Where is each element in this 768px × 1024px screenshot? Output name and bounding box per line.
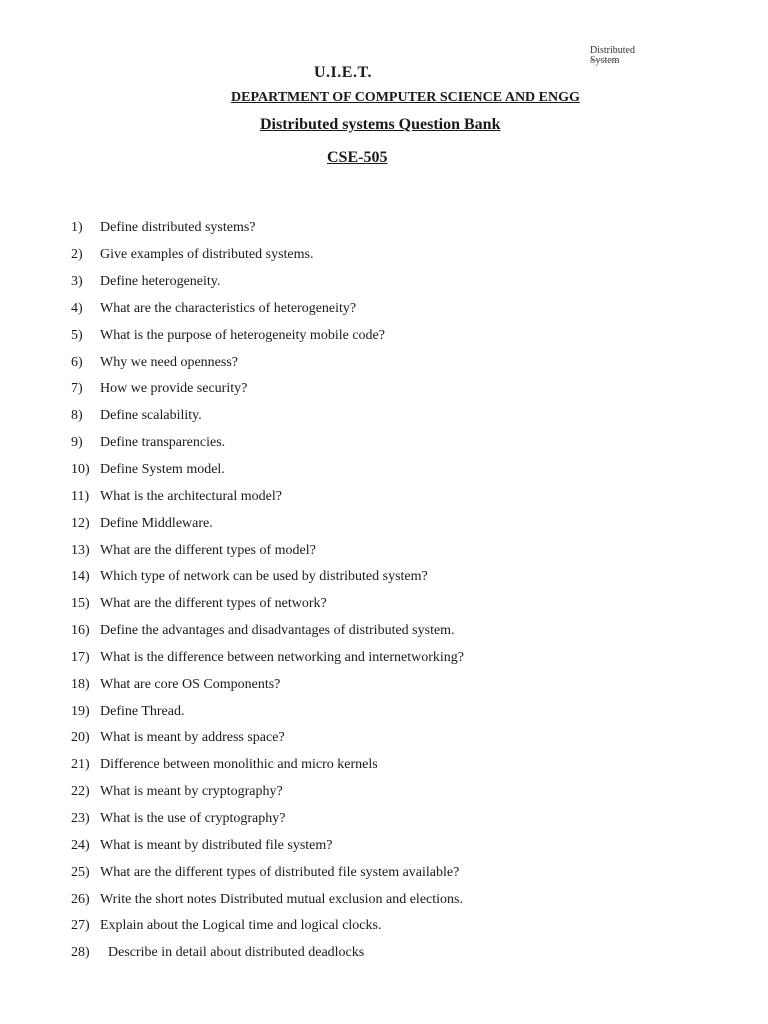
question-text: What is the use of cryptography? — [100, 810, 286, 826]
question-item — [71, 859, 464, 886]
question-list — [71, 215, 464, 967]
question-number: 10) — [71, 462, 90, 478]
question-item — [71, 215, 464, 242]
question-number: 3) — [71, 274, 83, 290]
question-number: 16) — [71, 623, 90, 639]
page-title: Distributed systems Question Bank — [260, 116, 501, 133]
question-item — [71, 806, 464, 833]
question-text: Give examples of distributed systems. — [100, 247, 314, 263]
question-item — [71, 832, 464, 859]
question-text: What are the different types of model? — [100, 542, 316, 558]
question-number: 20) — [71, 730, 90, 746]
question-number: 9) — [71, 435, 83, 451]
question-item — [71, 564, 464, 591]
question-item — [71, 510, 464, 537]
question-item — [71, 403, 464, 430]
question-number: 15) — [71, 596, 90, 612]
question-text: Define heterogeneity. — [100, 274, 221, 290]
question-item — [71, 725, 464, 752]
question-item — [71, 886, 464, 913]
question-text: What is the purpose of heterogeneity mobile code? — [100, 327, 385, 343]
question-text: How we provide security? — [100, 381, 248, 397]
question-number: 17) — [71, 649, 90, 665]
question-item — [71, 483, 464, 510]
question-text: What is the architectural model? — [100, 488, 282, 504]
question-number: 13) — [71, 542, 90, 558]
question-number: 24) — [71, 837, 90, 853]
question-text: What is the difference between networking and internetworking? — [100, 649, 464, 665]
question-number: 14) — [71, 569, 90, 585]
question-item — [71, 242, 464, 269]
question-text: Define System model. — [100, 462, 225, 478]
question-item — [71, 618, 464, 645]
question-text: What is meant by address space? — [100, 730, 285, 746]
question-text: Define the advantages and disadvantages of distributed system. — [100, 623, 455, 639]
question-number: 25) — [71, 864, 90, 880]
question-text: What are core OS Components? — [100, 676, 281, 692]
question-number: 4) — [71, 300, 83, 316]
question-text: Why we need openness? — [100, 354, 239, 370]
question-item — [71, 913, 464, 940]
question-number: 2) — [71, 247, 83, 263]
question-item — [71, 269, 464, 296]
question-item — [71, 591, 464, 618]
question-item — [71, 645, 464, 672]
question-number: 19) — [71, 703, 90, 719]
question-number: 21) — [71, 757, 90, 773]
question-text: What are the characteristics of heterogeneity? — [100, 300, 357, 316]
question-text: Explain about the Logical time and logical clocks. — [100, 918, 382, 934]
question-number: 28) — [71, 945, 90, 961]
corner-note — [590, 46, 635, 66]
question-number: 12) — [71, 515, 90, 531]
question-number: 11) — [71, 488, 90, 504]
question-number: 5) — [71, 327, 83, 343]
question-number: 22) — [71, 784, 90, 800]
question-item — [71, 349, 464, 376]
question-item — [71, 940, 464, 967]
question-text: Define transparencies. — [100, 435, 226, 451]
question-text: What is meant by cryptography? — [100, 784, 283, 800]
course-code: CSE-505 — [327, 149, 388, 166]
question-number: 1) — [71, 220, 83, 236]
question-item — [71, 457, 464, 484]
question-text: Which type of network can be used by distributed system? — [100, 569, 428, 585]
corner-note-line1: Distributed — [590, 45, 635, 56]
question-item — [71, 430, 464, 457]
question-number: 27) — [71, 918, 90, 934]
question-item — [71, 296, 464, 323]
question-text: What are the different types of network? — [100, 596, 327, 612]
question-text: Define distributed systems? — [100, 220, 256, 236]
question-text: Difference between monolithic and micro kernels — [100, 757, 378, 773]
question-number: 6) — [71, 354, 83, 370]
question-item — [71, 698, 464, 725]
corner-note-line2: System — [590, 55, 620, 66]
question-number: 18) — [71, 676, 90, 692]
question-number: 8) — [71, 408, 83, 424]
question-text: What are the different types of distributed file system available? — [100, 864, 460, 880]
question-text: What is meant by distributed file system? — [100, 837, 333, 853]
question-text: Write the short notes Distributed mutual exclusion and elections. — [100, 891, 463, 907]
question-item — [71, 376, 464, 403]
question-number: 23) — [71, 810, 90, 826]
department-name: DEPARTMENT OF COMPUTER SCIENCE AND ENGG — [231, 90, 580, 105]
question-item — [71, 752, 464, 779]
question-item — [71, 537, 464, 564]
question-number: 26) — [71, 891, 90, 907]
question-text: Define Middleware. — [100, 515, 213, 531]
question-number: 7) — [71, 381, 83, 397]
question-item — [71, 671, 464, 698]
question-item — [71, 779, 464, 806]
question-text: Define scalability. — [100, 408, 202, 424]
question-text: Describe in detail about distributed deadlocks — [108, 945, 365, 961]
question-text: Define Thread. — [100, 703, 185, 719]
institute-name: U.I.E.T. — [314, 64, 372, 81]
question-item — [71, 322, 464, 349]
